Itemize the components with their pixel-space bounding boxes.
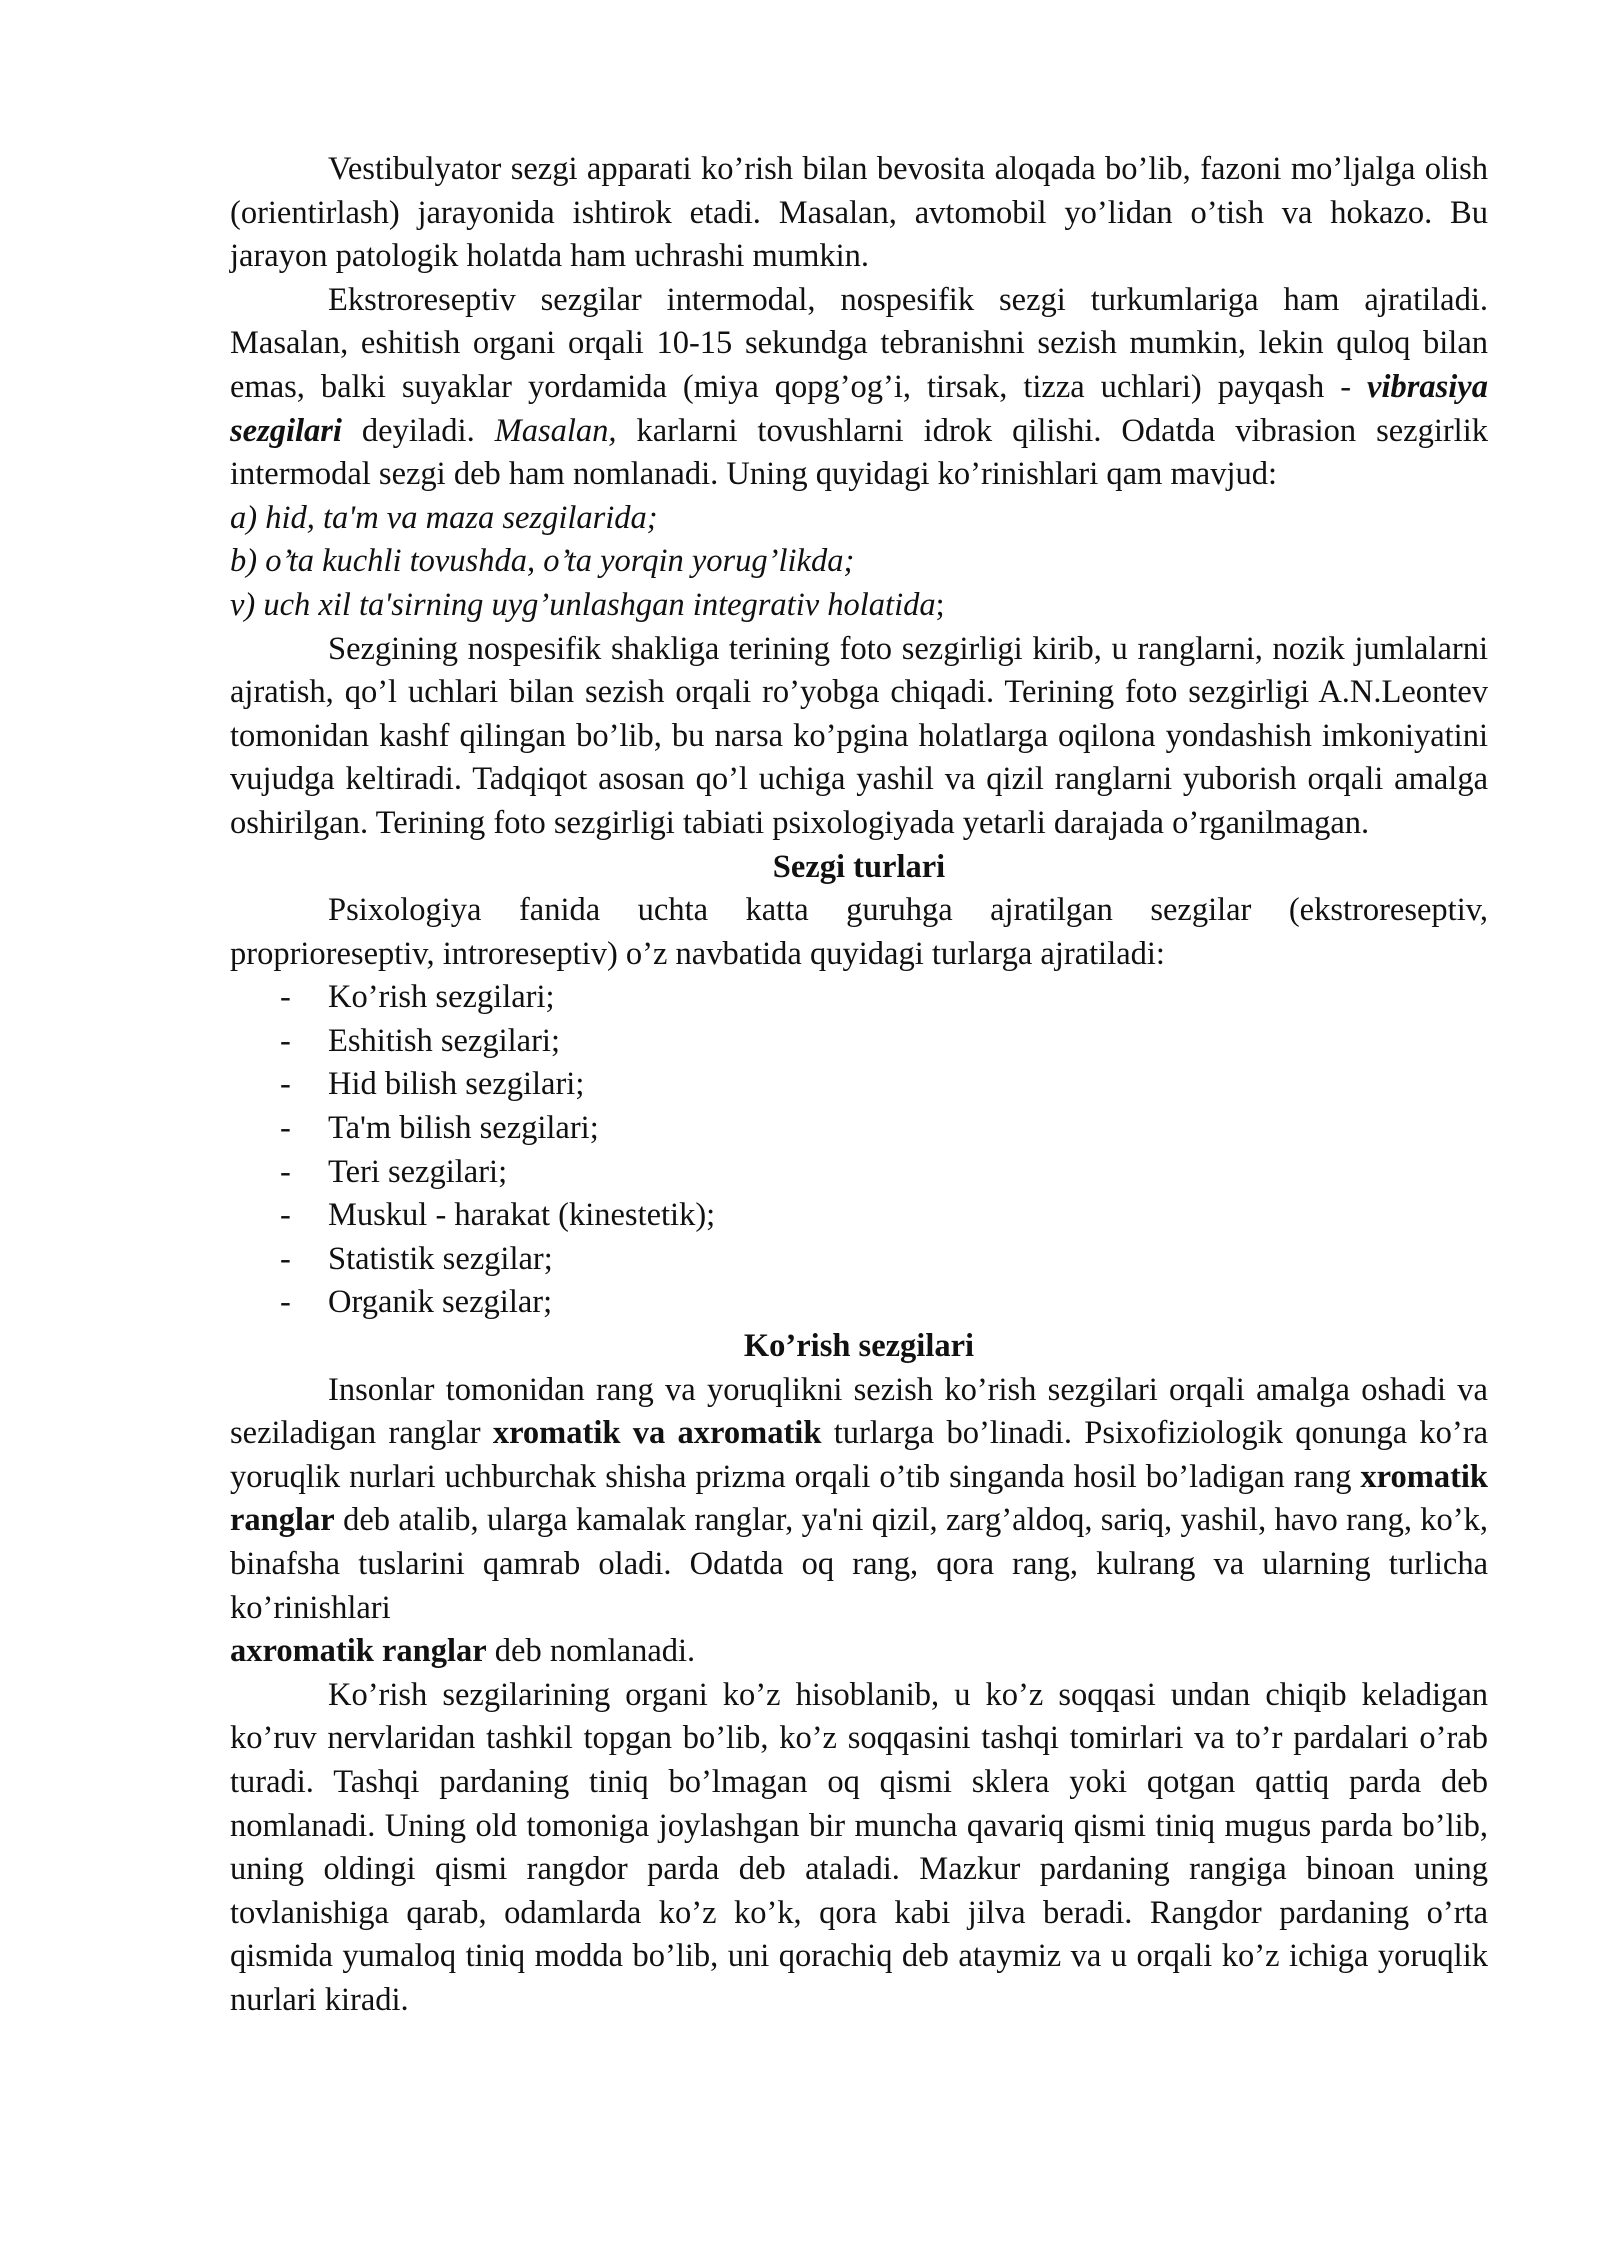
list-item-a: a) hid, ta'm va maza sezgilarida; xyxy=(230,499,658,536)
list-item xyxy=(230,1281,1488,1325)
list-item xyxy=(230,1107,1488,1151)
dash-marker: - xyxy=(280,1153,291,1190)
list-item-text: Muskul - harakat (kinestetik); xyxy=(328,1197,716,1234)
paragraph-text: deyiladi. xyxy=(341,412,495,449)
list-item-text: Ta'm bilish sezgilari; xyxy=(328,1110,599,1147)
dash-marker: - xyxy=(280,1240,291,1277)
term-chromatic-colors: xromatik ranglar xyxy=(230,1458,1488,1539)
paragraph-text: Insonlar tomonidan rang va yoruqlikni sezish ko’rish sezgilari orqali amalga oshadi va seziladigan ranglar xyxy=(230,1371,1488,1452)
list-item-text: Eshitish sezgilari; xyxy=(328,1022,560,1059)
dash-marker: - xyxy=(280,979,291,1016)
dash-marker: - xyxy=(280,1066,291,1103)
list-item-text: Ko’rish sezgilari; xyxy=(328,979,555,1016)
paragraph-text: Ekstroreseptiv sezgilar intermodal, nospesifik sezgi turkumlariga ham ajratiladi. Masalan, eshitish organi orqali 10-15 sekundga tebranishni sezish mumkin, lekin quloq bilan emas, balki suyaklar yordamida (miya qopg’og’i, tirsak, tizza uchlari) payqash - xyxy=(230,281,1488,405)
list-item-text: Organik sezgilar; xyxy=(328,1284,553,1321)
term-achromatic-colors: axromatik ranglar xyxy=(230,1633,487,1670)
paragraph-eye-anatomy: Ko’rish sezgilarining organi ko’z hisoblanib, u ko’z soqqasi undan chiqib keladigan ko’ruv nervlaridan tashkil topgan bo’lib, ko’z soqqasini tashqi tomirlari va to’r pardalari o’rab turadi. Tashqi pardaning tiniq bo’lmagan oq qismi sklera yoki qotgan qattiq parda deb nomlanadi. Uning old tomoniga joylashgan bir muncha qavariq qismi tiniq mugus parda bo’lib, uning oldingi qismi rangdor parda deb ataladi. Mazkur pardaning rangiga binoan uning tovlanishiga qarab, odamlarda ko’z ko’k, qora kabi jilva beradi. Rangdor pardaning o’rta qismida yumaloq tiniq modda bo’lib, uni qorachiq deb ataymiz va u orqali ko’z ichiga yoruqlik nurlari kiradi. xyxy=(230,1676,1488,2018)
paragraph-text: deb atalib, ularga kamalak ranglar, ya'ni qizil, zarg’aldoq, sariq, yashil, havo rang, ko’k, binafsha tuslarini qamrab oladi. Odatda oq rang, qora rang, kulrang va ularning turlicha ko’rinishlari xyxy=(230,1502,1488,1626)
list-item xyxy=(230,1020,1488,1064)
list-item xyxy=(230,1063,1488,1107)
dash-marker: - xyxy=(280,1284,291,1321)
dash-marker: - xyxy=(280,1197,291,1234)
italic-text: Masalan, xyxy=(494,412,617,449)
document-page xyxy=(230,148,1488,2023)
list-item xyxy=(230,976,1488,1020)
dash-marker: - xyxy=(280,1022,291,1059)
list-item xyxy=(230,1194,1488,1238)
paragraph-exteroceptive xyxy=(230,279,1488,497)
list-item-text: Statistik sezgilar; xyxy=(328,1240,553,1277)
list-item-b: b) o’ta kuchli tovushda, o’ta yorqin yorug’likda; xyxy=(230,543,855,580)
heading-visual-sensations: Ko’rish sezgilari xyxy=(743,1328,975,1365)
paragraph-text: turlarga bo’linadi. Psixofiziologik qonunga ko’ra yoruqlik nurlari uchburchak shisha prizma orqali o’tib singanda hosil bo’ladigan rang xyxy=(230,1415,1489,1495)
list-item-v-text: v) uch xil ta'sirning uyg’unlashgan integrativ holatida xyxy=(230,586,936,623)
term-chromatic-achromatic: xromatik va axromatik xyxy=(492,1415,822,1452)
heading-sensation-types: Sezgi turlari xyxy=(772,848,946,885)
list-item-text: Teri sezgilari; xyxy=(328,1153,508,1190)
list-item-text: Hid bilish sezgilari; xyxy=(328,1066,585,1103)
list-item xyxy=(230,1151,1488,1195)
term-vibration-sensations: vibrasiya sezgilari xyxy=(230,368,1488,449)
paragraph-vestibular: Vestibulyator sezgi apparati ko’rish bilan bevosita aloqada bo’lib, fazoni mo’ljalga olish (orientirlash) jarayonida ishtirok etadi. Masalan, avtomobil yo’lidan o’tish va hokazo. Bu jarayon patologik holatda ham uchrashi mumkin. xyxy=(230,151,1488,275)
paragraph-colors xyxy=(230,1369,1488,1674)
paragraph-text: karlarni tovushlarni idrok qilishi. Odatda vibrasion sezgirlik intermodal sezgi deb ham nomlanadi. Uning quyidagi ko’rinishlari qam mavjud: xyxy=(230,412,1488,493)
paragraph-classification: Psixologiya fanida uchta katta guruhga ajratilgan sezgilar (ekstroreseptiv, proprioreseptiv, introreseptiv) o’z navbatida quyidagi turlarga ajratiladi: xyxy=(230,892,1488,972)
list-item-v xyxy=(230,584,1488,628)
list-item xyxy=(230,1238,1488,1282)
paragraph-photo-sensitivity: Sezgining nospesifik shakliga terining foto sezgirligi kirib, u ranglarni, nozik jumlalarni ajratish, qo’l uchlari bilan sezish orqali ro’yobga chiqadi. Terining foto sezgirligi A.N.Leontev tomonidan kashf qilingan bo’lib, bu narsa ko’pgina holatlarga oqilona yondashish imkoniyatini vujudga keltiradi. Tadqiqot asosan qo’l uchiga yashil va qizil ranglarni yuborish orqali amalga oshirilgan. Terining foto sezgirligi tabiati psixologiyada yetarli darajada o’rganilmagan. xyxy=(230,630,1488,841)
sensation-types-list xyxy=(230,976,1488,1325)
list-item-v-tail: ; xyxy=(935,586,945,623)
dash-marker: - xyxy=(280,1110,291,1147)
paragraph-text: deb nomlanadi. xyxy=(486,1633,696,1670)
